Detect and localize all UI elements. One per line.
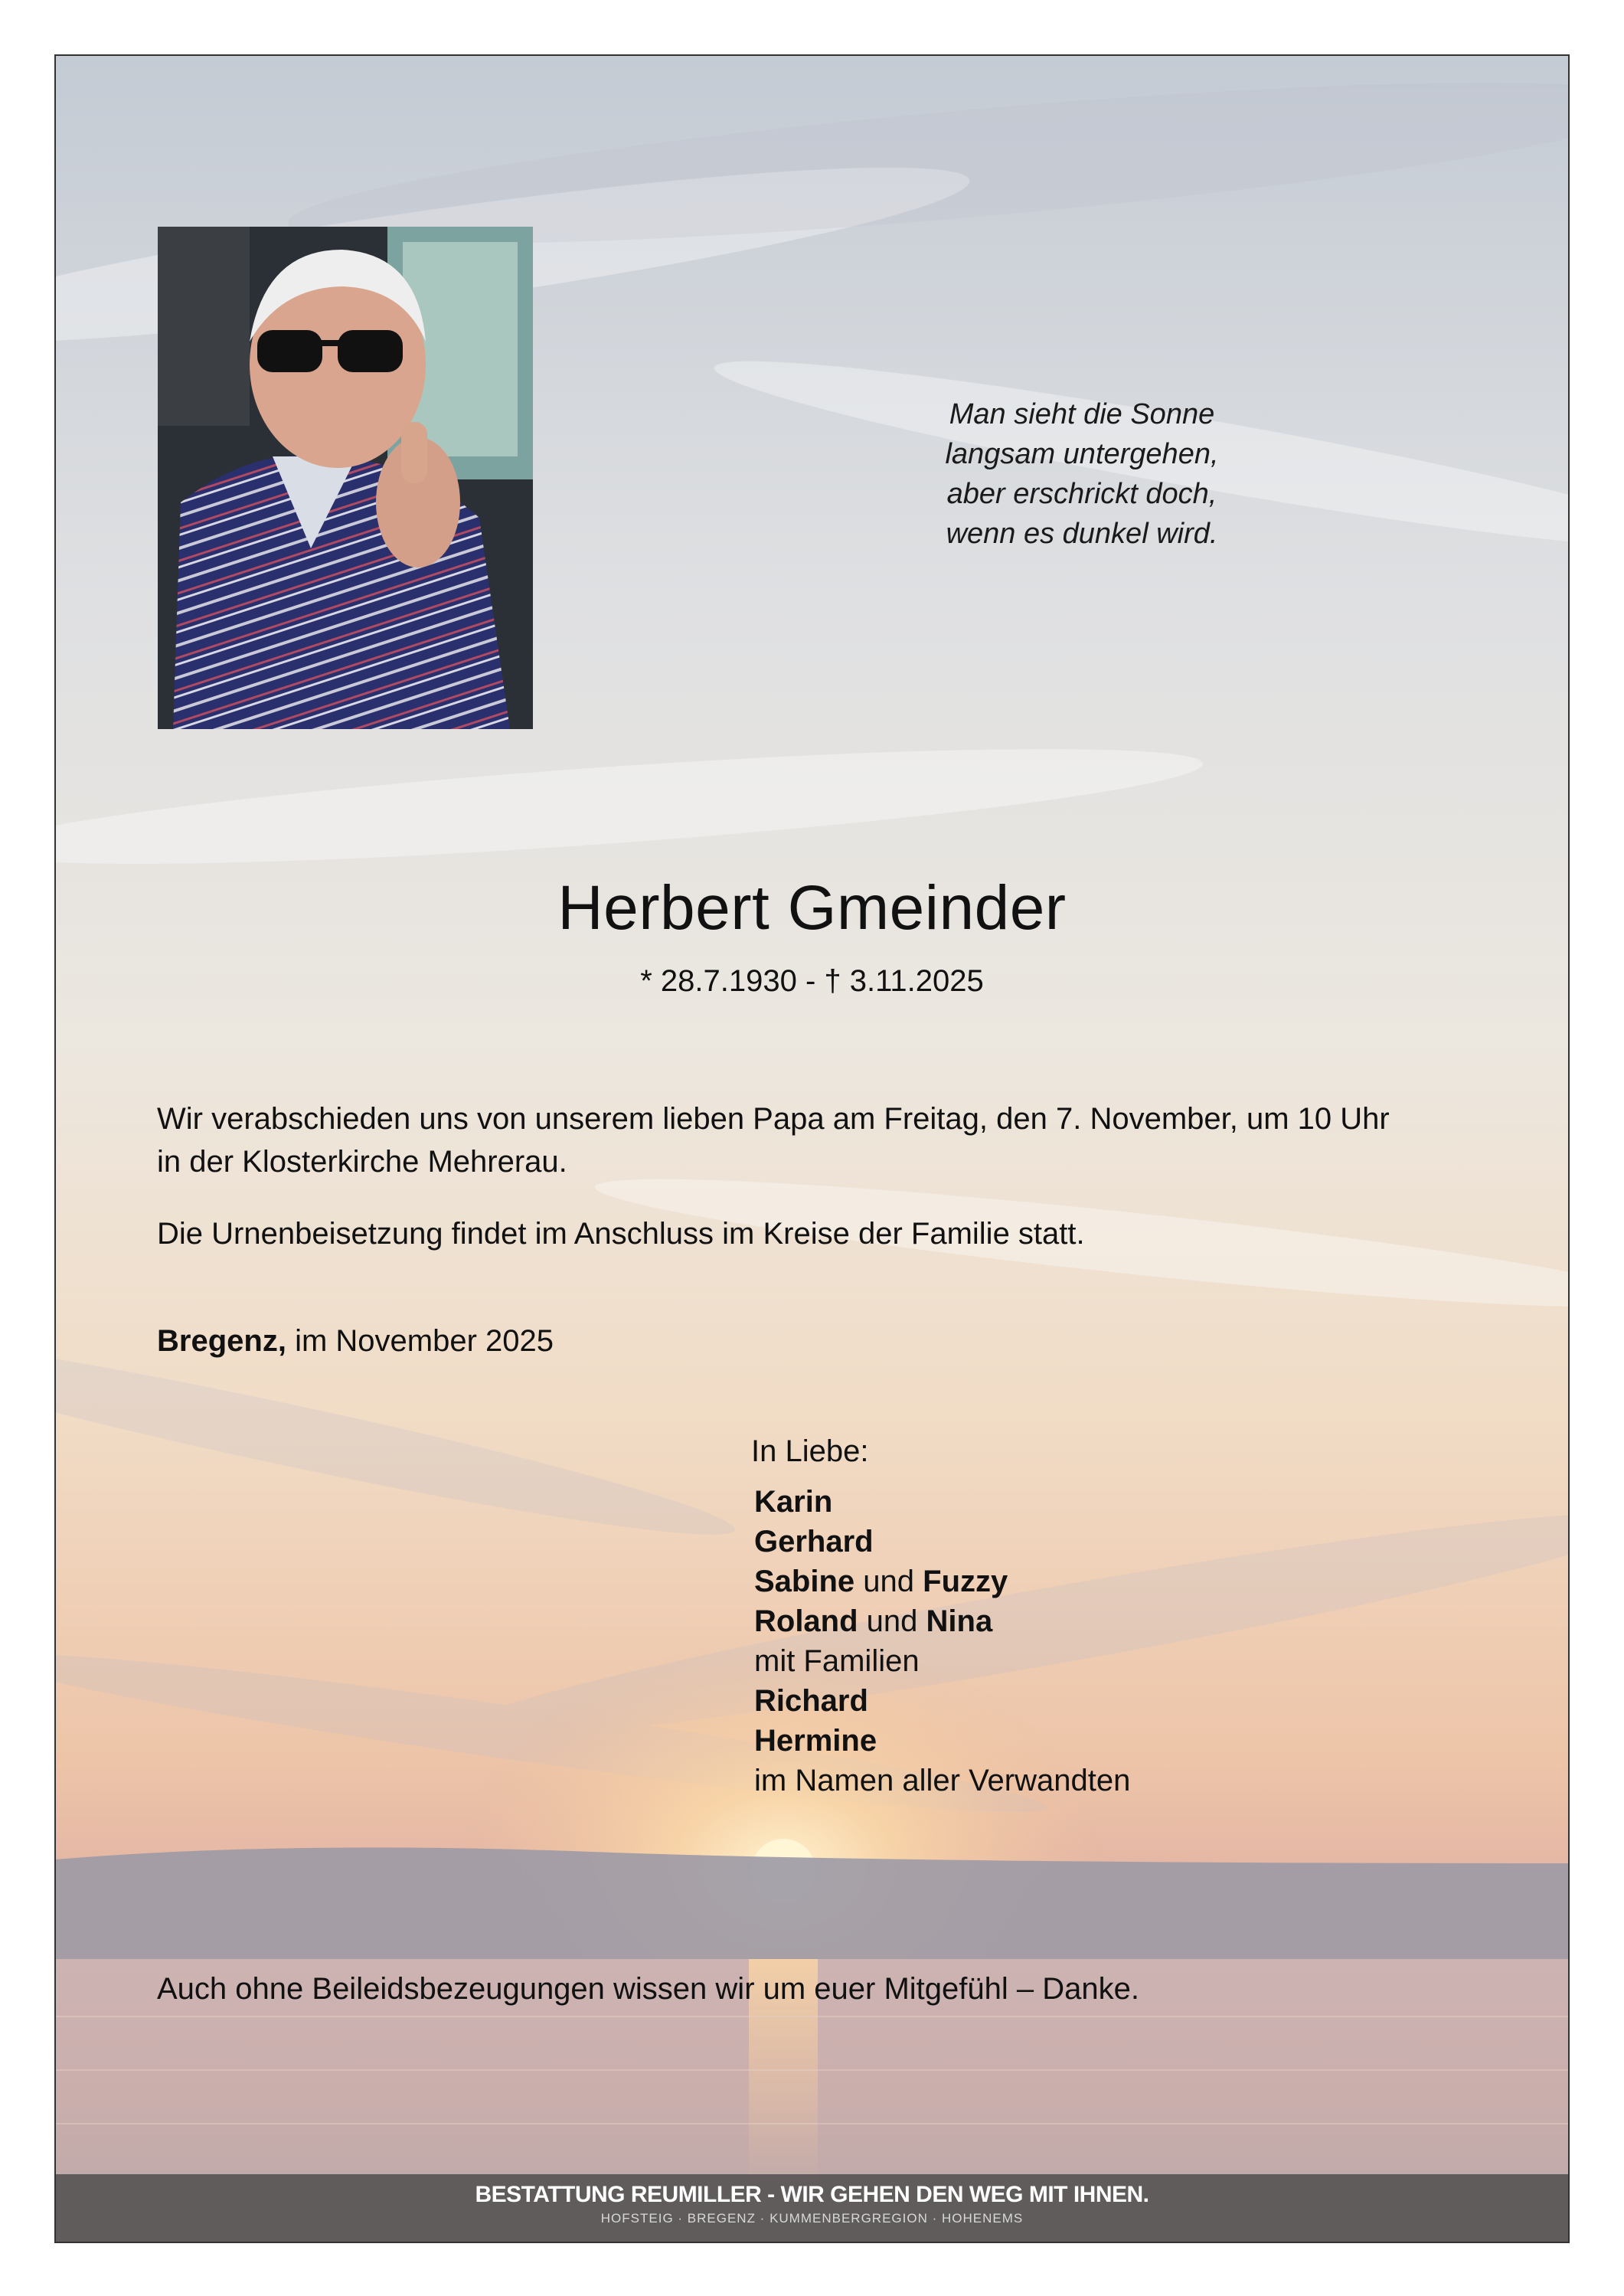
mourner: Richard xyxy=(754,1684,868,1718)
place: Bregenz, xyxy=(157,1324,286,1358)
poem-line: langsam untergehen, xyxy=(945,438,1219,470)
mourners-list xyxy=(754,1482,1130,1800)
footer-locations: HOFSTEIG · BREGENZ · KUMMENBERGREGION · HOHENEMS xyxy=(600,2211,1024,2226)
mourners-intro: In Liebe: xyxy=(751,1434,869,1468)
thanks-line: Auch ohne Beileidsbezeugungen wissen wir um euer Mitgefühl – Danke. xyxy=(157,1972,1139,2006)
funeral-home-footer xyxy=(56,2174,1568,2242)
farewell-line: Wir verabschieden uns von unserem lieben Papa am Freitag, den 7. November, um 10 Uhr xyxy=(157,1102,1390,1136)
memorial-poem xyxy=(791,394,1373,554)
mourner: Gerhard xyxy=(754,1525,874,1558)
farewell-line: in der Klosterkirche Mehrerau. xyxy=(157,1145,567,1179)
mourner: Hermine xyxy=(754,1724,877,1758)
poem-line: wenn es dunkel wird. xyxy=(946,518,1218,550)
notice-date: im November 2025 xyxy=(295,1324,554,1358)
place-date-line xyxy=(157,1320,1505,1362)
farewell-paragraph xyxy=(157,1097,1505,1183)
mourner: Roland und Nina xyxy=(754,1604,993,1638)
deceased-name: Herbert Gmeinder xyxy=(557,873,1067,943)
mourner: Sabine und Fuzzy xyxy=(754,1565,1008,1598)
poem-line: Man sieht die Sonne xyxy=(949,398,1215,430)
urn-paragraph: Die Urnenbeisetzung findet im Anschluss im Kreise der Familie statt. xyxy=(157,1217,1085,1251)
life-dates: * 28.7.1930 - † 3.11.2025 xyxy=(640,964,984,998)
mourner-note: mit Familien xyxy=(754,1644,920,1678)
mourner-note: im Namen aller Verwandten xyxy=(754,1764,1131,1797)
mourner: Karin xyxy=(754,1485,833,1519)
footer-slogan: BESTATTUNG REUMILLER - WIR GEHEN DEN WEG MIT IHNEN. xyxy=(475,2182,1149,2207)
poem-line: aber erschrickt doch, xyxy=(946,478,1217,510)
portrait-photo xyxy=(158,227,533,729)
obituary-card xyxy=(54,54,1570,2243)
